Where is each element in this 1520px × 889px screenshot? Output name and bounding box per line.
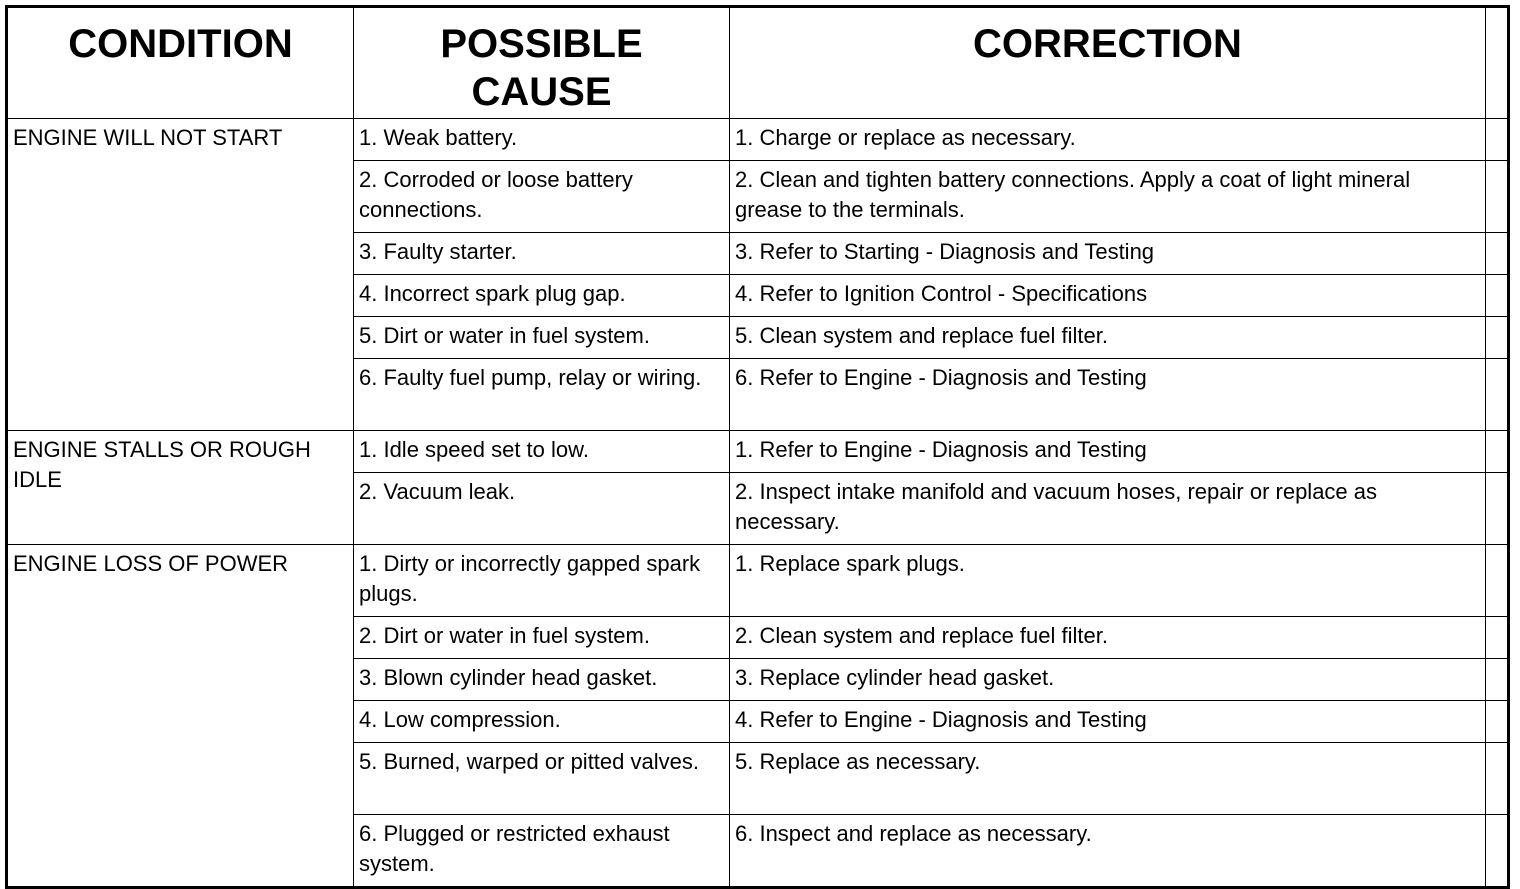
table-row <box>7 431 1509 473</box>
cause-cell: 1. Dirty or incorrectly gapped spark plugs. <box>354 545 730 617</box>
correction-cell: 2. Inspect intake manifold and vacuum hoses, repair or replace as necessary. <box>730 473 1486 545</box>
edge-cell <box>1486 161 1509 233</box>
edge-cell <box>1486 545 1509 617</box>
header-row <box>7 7 1509 119</box>
edge-cell <box>1486 317 1509 359</box>
cause-cell: 1. Weak battery. <box>354 119 730 161</box>
condition-cell: ENGINE WILL NOT START <box>7 119 354 431</box>
edge-cell <box>1486 743 1509 815</box>
cause-cell: 2. Dirt or water in fuel system. <box>354 617 730 659</box>
edge-cell <box>1486 275 1509 317</box>
header-cause-line2: CAUSE <box>471 70 612 114</box>
correction-cell: 2. Clean system and replace fuel filter. <box>730 617 1486 659</box>
edge-cell <box>1486 815 1509 888</box>
cause-cell: 5. Dirt or water in fuel system. <box>354 317 730 359</box>
cause-cell: 4. Incorrect spark plug gap. <box>354 275 730 317</box>
cause-cell: 1. Idle speed set to low. <box>354 431 730 473</box>
correction-cell: 6. Refer to Engine - Diagnosis and Testing <box>730 359 1486 431</box>
cause-cell: 5. Burned, warped or pitted valves. <box>354 743 730 815</box>
edge-cell <box>1486 119 1509 161</box>
edge-cell <box>1486 659 1509 701</box>
correction-cell: 1. Charge or replace as necessary. <box>730 119 1486 161</box>
edge-cell <box>1486 431 1509 473</box>
header-condition-label: CONDITION <box>68 22 293 66</box>
edge-cell <box>1486 701 1509 743</box>
header-cause-line1: POSSIBLE <box>440 22 643 66</box>
correction-cell: 1. Refer to Engine - Diagnosis and Testing <box>730 431 1486 473</box>
correction-cell: 5. Replace as necessary. <box>730 743 1486 815</box>
header-possible-cause <box>354 7 730 119</box>
table-row <box>7 545 1509 617</box>
cause-cell: 3. Faulty starter. <box>354 233 730 275</box>
cause-cell: 2. Corroded or loose battery connections. <box>354 161 730 233</box>
correction-cell: 4. Refer to Ignition Control - Specifications <box>730 275 1486 317</box>
cause-cell: 2. Vacuum leak. <box>354 473 730 545</box>
cause-cell: 4. Low compression. <box>354 701 730 743</box>
condition-cell: ENGINE STALLS OR ROUGH IDLE <box>7 431 354 545</box>
correction-cell: 3. Refer to Starting - Diagnosis and Testing <box>730 233 1486 275</box>
correction-cell: 4. Refer to Engine - Diagnosis and Testing <box>730 701 1486 743</box>
cause-cell: 3. Blown cylinder head gasket. <box>354 659 730 701</box>
cause-cell: 6. Plugged or restricted exhaust system. <box>354 815 730 888</box>
diagnosis-table <box>5 5 1510 889</box>
edge-cell <box>1486 359 1509 431</box>
header-correction <box>730 7 1486 119</box>
header-correction-label: CORRECTION <box>973 22 1242 66</box>
edge-cell <box>1486 233 1509 275</box>
edge-cell <box>1486 473 1509 545</box>
correction-cell: 3. Replace cylinder head gasket. <box>730 659 1486 701</box>
edge-cell <box>1486 617 1509 659</box>
header-condition <box>7 7 354 119</box>
correction-cell: 1. Replace spark plugs. <box>730 545 1486 617</box>
correction-cell: 5. Clean system and replace fuel filter. <box>730 317 1486 359</box>
header-edge-cell <box>1486 7 1509 119</box>
correction-cell: 2. Clean and tighten battery connections. Apply a coat of light mineral grease to the terminals. <box>730 161 1486 233</box>
correction-cell: 6. Inspect and replace as necessary. <box>730 815 1486 888</box>
cause-cell: 6. Faulty fuel pump, relay or wiring. <box>354 359 730 431</box>
condition-cell: ENGINE LOSS OF POWER <box>7 545 354 888</box>
table-row <box>7 119 1509 161</box>
